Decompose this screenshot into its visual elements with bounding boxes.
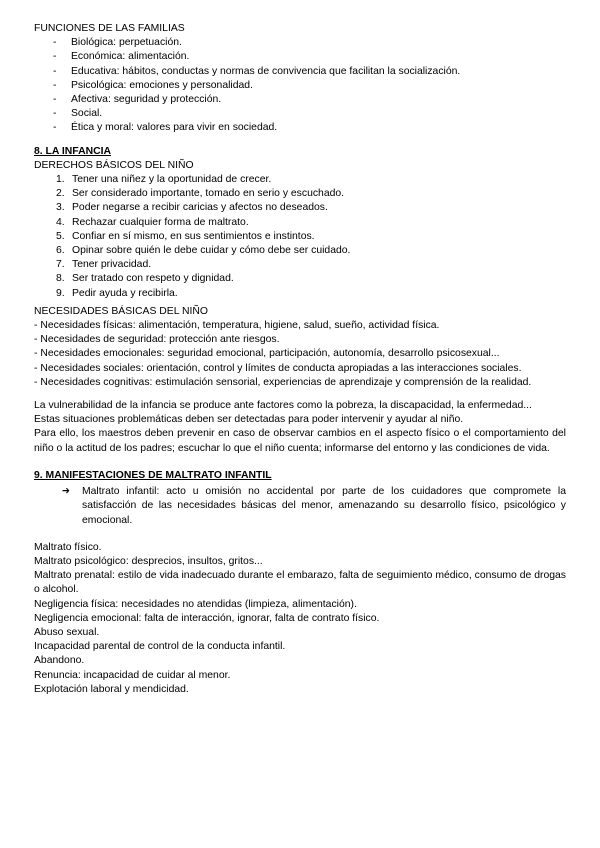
maltrato-type: Abuso sexual. xyxy=(34,626,100,638)
list-item: 6. Opinar sobre quién le debe cuidar y cómo debe ser cuidado. xyxy=(56,245,351,257)
document-page xyxy=(34,22,566,697)
necesidades-heading: NECESIDADES BÁSICAS DEL NIÑO xyxy=(34,305,208,317)
maltrato-type: Renuncia: incapacidad de cuidar al menor. xyxy=(34,669,231,681)
list-item: 1. Tener una niñez y la oportunidad de crecer. xyxy=(56,174,272,186)
funciones-list xyxy=(34,36,566,135)
derechos-heading: DERECHOS BÁSICOS DEL NIÑO xyxy=(34,159,194,171)
maltrato-type: Incapacidad parental de control de la conducta infantil. xyxy=(34,641,286,653)
necesidad-item: - Necesidades físicas: alimentación, temperatura, higiene, salud, sueño, actividad física. xyxy=(34,320,440,332)
section-title-maltrato: 9. MANIFESTACIONES DE MALTRATO INFANTIL xyxy=(34,469,272,481)
derechos-list xyxy=(34,173,566,301)
maltrato-definition xyxy=(34,485,566,528)
maltrato-type: Maltrato prenatal: estilo de vida inadecuado durante el embarazo, falta de seguimiento médico, consumo de drogas o alcohol. xyxy=(34,570,566,596)
deteccion-paragraph: Estas situaciones problemáticas deben ser detectadas para poder intervenir y ayudar al niño. xyxy=(34,414,464,426)
list-item: - Educativa: hábitos, conductas y normas de convivencia que facilitan la socialización. xyxy=(53,65,461,77)
list-item: - Biológica: perpetuación. xyxy=(53,37,182,49)
funciones-heading: FUNCIONES DE LAS FAMILIAS xyxy=(34,23,185,34)
prevencion-paragraph: Para ello, los maestros deben prevenir en caso de observar cambios en el aspecto físico o el comportamiento del niño o la actitud de los padres; escuchar lo que el niño cuenta; informarse del entorno y las condiciones de vida. xyxy=(34,428,566,454)
list-item: - Afectiva: seguridad y protección. xyxy=(53,94,222,106)
list-item: - Ética y moral: valores para vivir en sociedad. xyxy=(53,122,278,134)
list-item: - Económica: alimentación. xyxy=(53,51,190,63)
maltrato-type: Negligencia física: necesidades no atendidas (limpieza, alimentación). xyxy=(34,598,357,610)
necesidad-item: - Necesidades sociales: orientación, control y límites de conducta apropiadas a las interacciones sociales. xyxy=(34,362,522,374)
necesidad-item: - Necesidades de seguridad: protección ante riesgos. xyxy=(34,334,280,346)
maltrato-type: Maltrato psicológico: desprecios, insultos, gritos... xyxy=(34,555,263,567)
maltrato-type: Negligencia emocional: falta de interacción, ignorar, falta de contrato físico. xyxy=(34,612,380,624)
list-item: 3. Poder negarse a recibir caricias y afectos no deseados. xyxy=(56,202,328,214)
list-item: 2. Ser considerado importante, tomado en serio y escuchado. xyxy=(56,188,345,200)
list-item: 4. Rechazar cualquier forma de maltrato. xyxy=(56,216,249,228)
list-item: - Social. xyxy=(53,108,103,120)
list-item: 9. Pedir ayuda y recibirla. xyxy=(56,287,178,299)
list-item: 7. Tener privacidad. xyxy=(56,259,152,271)
necesidad-item: - Necesidades cognitivas: estimulación sensorial, experiencias de aprendizaje y comprensión de la realidad. xyxy=(34,376,532,388)
maltrato-definition-text: Maltrato infantil: acto u omisión no accidental por parte de los cuidadores que compromete la satisfacción de las necesidades básicas del menor, amenazando su desarrollo físico, psicológico y emocional. xyxy=(82,486,566,526)
arrow-icon: ➔ xyxy=(62,486,70,498)
list-item: 5. Confiar en sí mismo, en sus sentimientos e instintos. xyxy=(56,230,315,242)
list-item: - Psicológica: emociones y personalidad. xyxy=(53,79,253,91)
necesidad-item: - Necesidades emocionales: seguridad emocional, participación, autonomía, desarrollo psicosexual... xyxy=(34,348,500,360)
vulnerabilidad-paragraph: La vulnerabilidad de la infancia se produce ante factores como la pobreza, la discapacidad, la enfermedad... xyxy=(34,400,532,412)
list-item: 8. Ser tratado con respeto y dignidad. xyxy=(56,273,234,285)
maltrato-type: Maltrato físico. xyxy=(34,541,102,553)
section-title-infancia: 8. LA INFANCIA xyxy=(34,145,111,157)
maltrato-type: Abandono. xyxy=(34,655,85,667)
maltrato-type: Explotación laboral y mendicidad. xyxy=(34,683,189,695)
